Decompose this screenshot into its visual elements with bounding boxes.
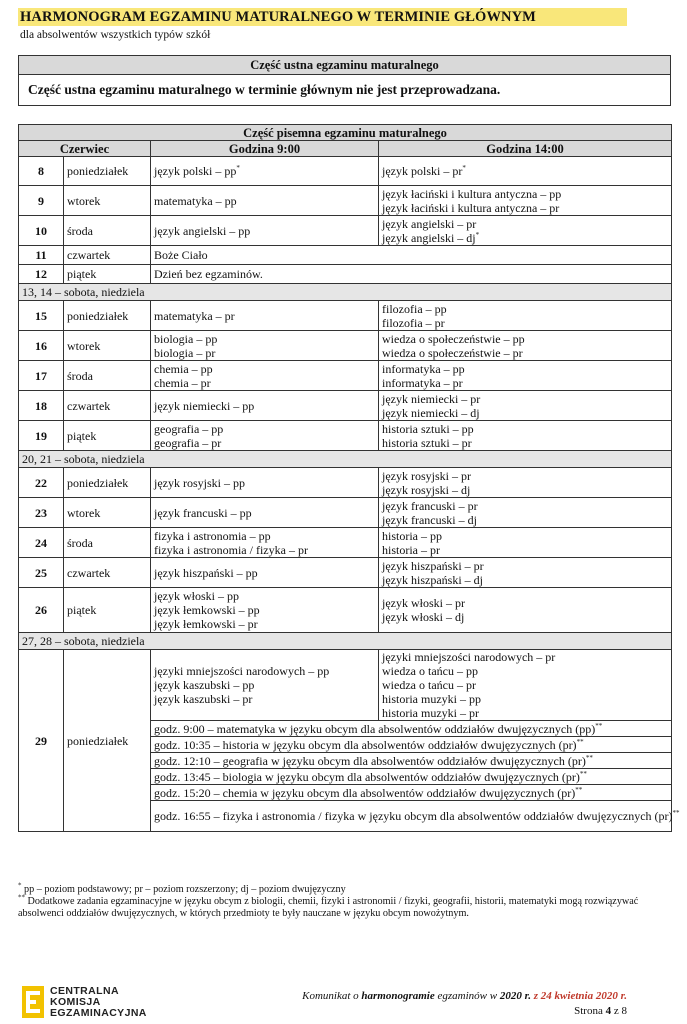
exam-entry-text: informatyka – pp <box>382 361 465 376</box>
exam-entry <box>154 506 375 520</box>
exam-entry-text: język polski – pr <box>382 164 463 178</box>
oral-exam-header: Część ustna egzaminu maturalnego <box>19 56 670 75</box>
table-row <box>19 588 672 633</box>
exam-entry-text: język łaciński i kultura antyczna – pp <box>382 186 562 201</box>
schedule-body <box>19 157 680 832</box>
footer-year: 2020 r. <box>499 990 532 1002</box>
bilingual-exam <box>151 769 672 785</box>
table-row <box>19 558 672 588</box>
afternoon-exams <box>379 301 672 331</box>
day-number: 10 <box>19 216 64 246</box>
exam-entry-text: informatyka – pr <box>382 375 463 390</box>
exam-entry-text: język niemiecki – pr <box>382 391 481 406</box>
day-number: 9 <box>19 186 64 216</box>
exam-entry <box>382 376 668 390</box>
exam-entry <box>382 436 668 450</box>
exam-entry <box>382 529 668 543</box>
weekday: poniedziałek <box>64 157 151 186</box>
footnote-bilingual-text: Dodatkowe zadania egzaminacyjne w języku obcym z biologii, chemii, fizyki i astronomii / fizyki, geografii, historii, matematyki mogą rozwiązywać absolwenci oddziałów dwujęzycznych, w których przedmioty te były nauczane w języku obcym nowożytnym. <box>18 896 639 919</box>
page-title-bar <box>18 8 627 26</box>
exam-entry-text: język łemkowski – pr <box>154 617 258 631</box>
exam-entry <box>154 346 375 360</box>
exam-entry <box>382 650 668 664</box>
footer-date: z 24 kwietnia 2020 r. <box>531 990 627 1002</box>
logo-line: EGZAMINACYJNA <box>50 1007 147 1019</box>
exam-entry-text: język hiszpański – dj <box>382 572 483 587</box>
morning-exams <box>151 558 379 588</box>
exam-entry-text: historia muzyki – pr <box>382 706 479 720</box>
weekday: czwartek <box>64 246 151 265</box>
exam-entry <box>382 164 668 178</box>
table-row <box>19 468 672 498</box>
afternoon-exams <box>379 558 672 588</box>
weekday: piątek <box>64 421 151 451</box>
exam-entry-text: język francuski – pr <box>382 498 478 513</box>
bilingual-exam <box>151 785 672 801</box>
bilingual-exam <box>151 737 672 753</box>
written-exam-header: Część pisemna egzaminu maturalnego <box>19 125 672 141</box>
exam-entry <box>382 332 668 346</box>
exam-entry-text: matematyka – pr <box>154 308 235 323</box>
day-number: 18 <box>19 391 64 421</box>
day-number: 25 <box>19 558 64 588</box>
exam-entry <box>382 406 668 420</box>
exam-entry-text: historia muzyki – pp <box>382 692 481 706</box>
table-row <box>19 498 672 528</box>
exam-entry <box>382 543 668 557</box>
exam-entry-text: język francuski – dj <box>382 512 477 527</box>
weekday: piątek <box>64 265 151 284</box>
exam-entry-text: fizyka i astronomia / fizyka – pr <box>154 542 308 557</box>
communique-footer <box>302 990 627 1002</box>
exam-entry-text: chemia – pr <box>154 375 211 390</box>
exam-entry <box>382 706 668 720</box>
exam-entry <box>382 692 668 706</box>
table-row <box>19 216 672 246</box>
day-number: 22 <box>19 468 64 498</box>
exam-entry-text: język włoski – pp <box>154 589 239 603</box>
exam-entry-text: filozofia – pr <box>382 315 445 330</box>
footnote-marker: * <box>236 164 240 172</box>
exam-entry <box>382 559 668 573</box>
bilingual-exam <box>151 753 672 769</box>
afternoon-exams <box>379 157 672 186</box>
exam-entry-text: język rosyjski – pr <box>382 468 471 483</box>
exam-entry <box>382 513 668 527</box>
exam-entry-text: wiedza o społeczeństwie – pp <box>382 331 525 346</box>
day-number: 23 <box>19 498 64 528</box>
table-row <box>19 528 672 558</box>
morning-exams <box>151 216 379 246</box>
exam-entry <box>382 302 668 316</box>
bilingual-exam-text: godz. 16:55 – fizyka i astronomia / fizyka w języku obcym dla absolwentów oddziałów dwujęzycznych (pr) <box>154 809 673 823</box>
exam-entry <box>382 483 668 497</box>
exam-entry <box>154 692 375 706</box>
bilingual-exam-text: godz. 9:00 – matematyka w języku obcym dla absolwentów oddziałów dwujęzycznych (pp) <box>154 721 596 736</box>
exam-entry-text: geografia – pr <box>154 435 222 450</box>
exam-entry <box>154 332 375 346</box>
bilingual-exam-text: godz. 15:20 – chemia w języku obcym dla absolwentów oddziałów dwujęzycznych (pr) <box>154 785 576 800</box>
footnote-marker: ** <box>575 785 583 794</box>
exam-entry-text: język niemiecki – pp <box>154 398 255 413</box>
afternoon-exams <box>379 391 672 421</box>
footnote-bilingual <box>18 893 668 920</box>
page-label: Strona <box>574 1005 606 1017</box>
exam-entry <box>154 678 375 692</box>
exam-entry <box>154 309 375 323</box>
exam-entry <box>382 201 668 215</box>
day-number: 29 <box>19 650 64 832</box>
day-number: 24 <box>19 528 64 558</box>
exam-entry-text: język niemiecki – dj <box>382 405 480 420</box>
morning-exams <box>151 301 379 331</box>
exam-entry <box>154 664 375 678</box>
footnote-marker: ** <box>579 769 587 778</box>
afternoon-exams <box>379 331 672 361</box>
bilingual-exam <box>151 801 680 832</box>
table-row <box>19 331 672 361</box>
exam-entry-text: język francuski – pp <box>154 505 252 520</box>
exam-entry <box>154 376 375 390</box>
exam-entry <box>154 603 375 617</box>
exam-entry-text: chemia – pp <box>154 361 213 376</box>
page-current: 4 <box>605 1005 612 1017</box>
exam-entry-text: język łemkowski – pp <box>154 603 260 617</box>
afternoon-exams <box>379 421 672 451</box>
weekday: czwartek <box>64 558 151 588</box>
footnotes <box>18 881 668 920</box>
exam-entry <box>154 224 375 238</box>
morning-exams <box>151 186 379 216</box>
weekday: wtorek <box>64 186 151 216</box>
exam-entry-text: język angielski – pp <box>154 223 251 238</box>
exam-entry-text: filozofia – pp <box>382 301 447 316</box>
exam-entry <box>382 346 668 360</box>
table-row <box>19 361 672 391</box>
afternoon-exams <box>379 216 672 246</box>
exam-entry <box>382 610 668 624</box>
table-row <box>19 186 672 216</box>
exam-entry <box>382 469 668 483</box>
table-row <box>19 301 672 331</box>
weekday: piątek <box>64 588 151 633</box>
table-row <box>19 633 672 650</box>
bilingual-exam <box>151 721 672 737</box>
weekday: czwartek <box>64 391 151 421</box>
footnote-marker: ** <box>672 809 680 817</box>
footnote-marker: * <box>462 164 466 172</box>
exam-entry-text: biologia – pp <box>154 331 218 346</box>
afternoon-exams <box>379 650 672 721</box>
bilingual-exam-text: godz. 10:35 – historia w języku obcym dla absolwentów oddziałów dwujęzycznych (pr) <box>154 737 577 752</box>
afternoon-session-header: Godzina 14:00 <box>379 141 672 157</box>
exam-entry-text: wiedza o tańcu – pr <box>382 678 476 692</box>
day-number: 16 <box>19 331 64 361</box>
exam-entry-text: historia – pp <box>382 528 442 543</box>
exam-entry-text: język hiszpański – pp <box>154 565 258 580</box>
oral-exam-text: Część ustna egzaminu maturalnego w terminie głównym nie jest przeprowadzana. <box>28 82 501 97</box>
morning-exams <box>151 421 379 451</box>
morning-exams <box>151 650 379 721</box>
weekday: środa <box>64 361 151 391</box>
page-title: HARMONOGRAM EGZAMINU MATURALNEGO W TERMINIE GŁÓWNYM <box>20 9 536 25</box>
morning-exams <box>151 361 379 391</box>
footnote-marker: * <box>18 881 22 890</box>
exam-entry-text: język kaszubski – pp <box>154 678 255 692</box>
exam-entry <box>382 678 668 692</box>
weekend-row: 20, 21 – sobota, niedziela <box>19 451 672 468</box>
weekday: poniedziałek <box>64 468 151 498</box>
bilingual-exam-text: godz. 12:10 – geografia w języku obcym dla absolwentów oddziałów dwujęzycznych (pr) <box>154 753 586 768</box>
exam-entry <box>382 316 668 330</box>
weekday: poniedziałek <box>64 650 151 832</box>
exam-entry-text: język angielski – pr <box>382 216 477 231</box>
weekday: środa <box>64 216 151 246</box>
afternoon-exams <box>379 528 672 558</box>
footer-text: egzaminów w <box>434 990 500 1002</box>
day-number: 8 <box>19 157 64 186</box>
exam-entry-text: języki mniejszości narodowych – pp <box>154 664 330 678</box>
cke-logo-icon <box>22 986 44 1018</box>
page-total: z 8 <box>611 1005 627 1017</box>
oral-exam-section <box>18 55 671 106</box>
morning-session-header: Godzina 9:00 <box>151 141 379 157</box>
exam-entry <box>382 573 668 587</box>
exam-entry-text: historia – pr <box>382 542 440 557</box>
exam-entry <box>382 362 668 376</box>
afternoon-exams <box>379 588 672 633</box>
footnote-marker: * <box>475 230 480 239</box>
exam-entry-text: język kaszubski – pr <box>154 692 253 706</box>
exam-entry <box>382 664 668 678</box>
exam-entry <box>382 596 668 610</box>
weekday: wtorek <box>64 331 151 361</box>
day-number: 19 <box>19 421 64 451</box>
cke-logo <box>22 986 182 1020</box>
table-row <box>19 451 672 468</box>
exam-entry-text: biologia – pr <box>154 345 216 360</box>
table-row <box>19 246 672 265</box>
table-row <box>19 265 672 284</box>
exam-entry-text: wiedza o tańcu – pp <box>382 664 478 678</box>
exam-entry-text: język rosyjski – pp <box>154 475 245 490</box>
month-header: Czerwiec <box>19 141 151 157</box>
weekend-row: 13, 14 – sobota, niedziela <box>19 284 672 301</box>
day-note: Boże Ciało <box>151 246 672 265</box>
exam-entry <box>154 399 375 413</box>
morning-exams <box>151 498 379 528</box>
cke-logo-text <box>50 986 147 1019</box>
day-number: 26 <box>19 588 64 633</box>
footnote-levels <box>18 881 668 896</box>
morning-exams <box>151 468 379 498</box>
table-row <box>19 284 672 301</box>
exam-entry-text: język łaciński i kultura antyczna – pr <box>382 200 560 215</box>
table-row <box>19 157 672 186</box>
exam-entry <box>382 217 668 231</box>
exam-entry-text: wiedza o społeczeństwie – pr <box>382 345 523 360</box>
afternoon-exams <box>379 468 672 498</box>
exam-entry-text: języki mniejszości narodowych – pr <box>382 650 556 664</box>
afternoon-exams <box>379 361 672 391</box>
exam-entry <box>154 422 375 436</box>
exam-entry-text: fizyka i astronomia – pp <box>154 528 271 543</box>
exam-entry <box>154 476 375 490</box>
morning-exams <box>151 528 379 558</box>
weekend-row: 27, 28 – sobota, niedziela <box>19 633 672 650</box>
exam-entry <box>154 589 375 603</box>
day-note: Dzień bez egzaminów. <box>151 265 672 284</box>
day-number: 15 <box>19 301 64 331</box>
exam-entry-text: historia sztuki – pr <box>382 435 472 450</box>
footnote-marker: ** <box>595 721 603 730</box>
afternoon-exams <box>379 186 672 216</box>
exam-entry <box>382 499 668 513</box>
page-number <box>574 1005 627 1017</box>
exam-entry-text: język polski – pp <box>154 164 237 178</box>
footnote-marker: ** <box>576 737 584 746</box>
day-number: 17 <box>19 361 64 391</box>
table-row <box>19 391 672 421</box>
exam-entry <box>382 187 668 201</box>
exam-entry <box>382 422 668 436</box>
weekday: środa <box>64 528 151 558</box>
footnote-marker: ** <box>18 893 25 902</box>
morning-exams <box>151 157 379 186</box>
exam-entry <box>154 164 375 178</box>
exam-entry-text: język włoski – pr <box>382 596 465 610</box>
footer-text: Komunikat o <box>302 990 362 1002</box>
exam-entry-text: język hiszpański – pr <box>382 558 484 573</box>
day-number: 11 <box>19 246 64 265</box>
exam-entry-text: geografia – pp <box>154 421 224 436</box>
table-row <box>19 421 672 451</box>
written-exam-table <box>18 124 680 832</box>
footer-text-bold: harmonogramie <box>361 990 435 1002</box>
logo-line: KOMISJA <box>50 996 101 1008</box>
exam-entry <box>154 529 375 543</box>
bilingual-exam-text: godz. 13:45 – biologia w języku obcym dla absolwentów oddziałów dwujęzycznych (pr) <box>154 769 580 784</box>
exam-entry <box>382 231 668 245</box>
exam-entry <box>154 617 375 631</box>
exam-entry-text: język włoski – dj <box>382 610 465 624</box>
exam-entry <box>382 392 668 406</box>
weekday: poniedziałek <box>64 301 151 331</box>
exam-entry-text: historia sztuki – pp <box>382 421 474 436</box>
exam-entry <box>154 543 375 557</box>
page-subtitle: dla absolwentów wszystkich typów szkół <box>20 29 211 41</box>
exam-entry-text: język rosyjski – dj <box>382 482 471 497</box>
logo-line: CENTRALNA <box>50 985 119 997</box>
morning-exams <box>151 391 379 421</box>
table-row <box>19 650 672 721</box>
exam-entry <box>154 194 375 208</box>
exam-entry <box>154 566 375 580</box>
exam-entry <box>154 436 375 450</box>
weekday: wtorek <box>64 498 151 528</box>
footnote-marker: ** <box>585 753 593 762</box>
exam-entry-text: matematyka – pp <box>154 193 237 208</box>
morning-exams <box>151 588 379 633</box>
afternoon-exams <box>379 498 672 528</box>
day-number: 12 <box>19 265 64 284</box>
morning-exams <box>151 331 379 361</box>
footnote-levels-text: pp – poziom podstawowy; pr – poziom rozszerzony; dj – poziom dwujęzyczny <box>24 884 346 895</box>
exam-entry-text: język angielski – dj <box>382 230 476 245</box>
exam-entry <box>154 362 375 376</box>
